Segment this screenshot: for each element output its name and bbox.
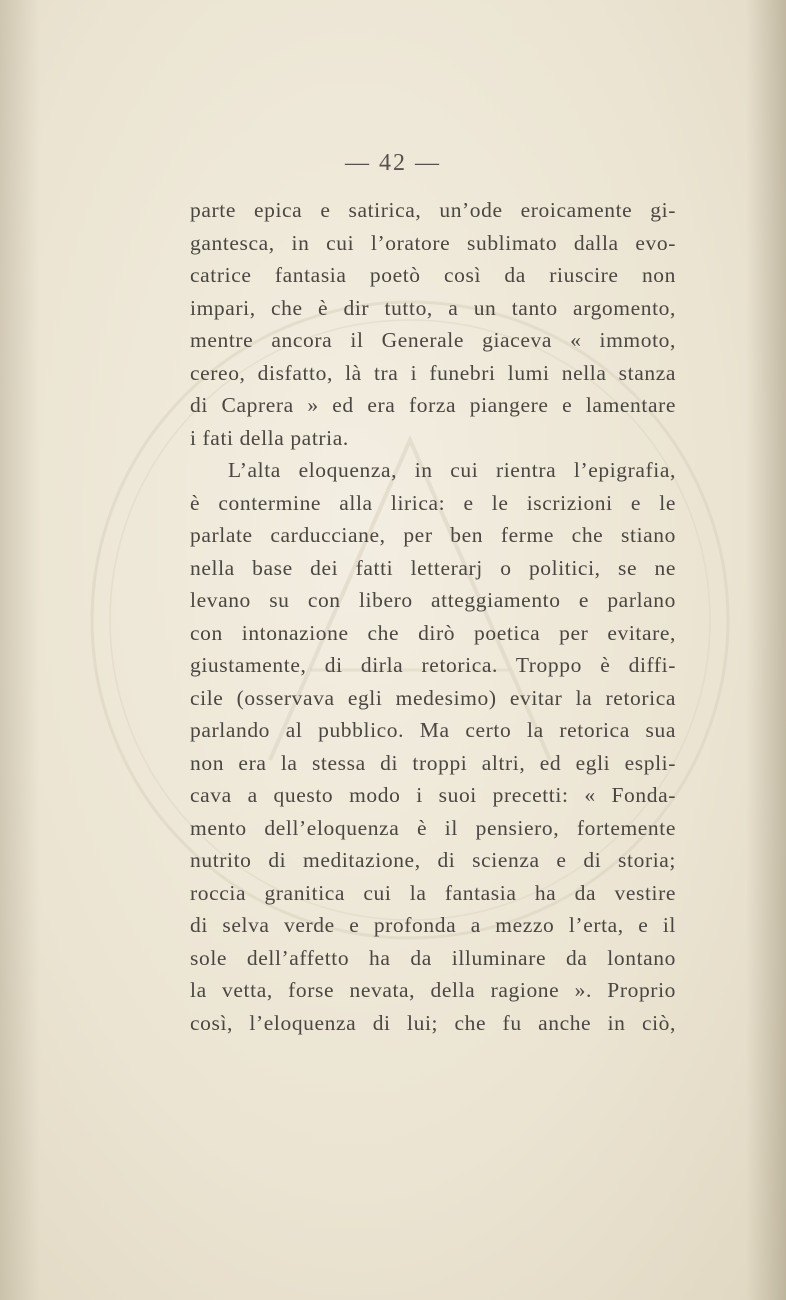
text-line: cava a questo modo i suoi precetti: « Fonda-: [190, 783, 676, 807]
page-number: — 42 —: [345, 150, 441, 176]
text-line: di Caprera » ed era forza piangere e lamentare: [190, 393, 676, 417]
text-line: è contermine alla lirica: e le iscrizioni e le: [190, 490, 676, 515]
text-line: L’alta eloquenza, in cui rientra l’epigrafia,: [228, 458, 676, 482]
text-line: cile (osservava egli medesimo) evitar la retorica: [190, 685, 676, 710]
text-line: nutrito di meditazione, di scienza e di storia;: [190, 848, 676, 872]
text-line: parte epica e satirica, un’ode eroicamente gi-: [190, 198, 676, 222]
text-line: sole dell’affetto ha da illuminare da lontano: [190, 945, 676, 970]
body-text: [190, 194, 676, 1039]
text-line: i fati della patria.: [190, 425, 349, 450]
text-line: mentre ancora il Generale giaceva « immoto,: [190, 328, 676, 352]
text-line: non era la stessa di troppi altri, ed egli espli-: [190, 750, 676, 775]
text-line: parlando al pubblico. Ma certo la retorica sua: [190, 718, 676, 742]
text-line: gantesca, in cui l’oratore sublimato dalla evo-: [190, 230, 676, 255]
text-line: giustamente, di dirla retorica. Troppo è diffi-: [190, 653, 676, 677]
text-line: la vetta, forse nevata, della ragione ». Proprio: [190, 978, 676, 1002]
text-line: così, l’eloquenza di lui; che fu anche in ciò,: [190, 1010, 676, 1035]
text-line: roccia granitica cui la fantasia ha da vestire: [190, 880, 676, 905]
left-edge-shadow: [0, 0, 40, 1300]
text-line: parlate carducciane, per ben ferme che stiano: [190, 523, 676, 547]
text-line: mento dell’eloquenza è il pensiero, fortemente: [190, 815, 676, 840]
text-line: di selva verde e profonda a mezzo l’erta, e il: [190, 913, 676, 937]
text-line: con intonazione che dirò poetica per evitare,: [190, 620, 676, 645]
right-edge-shadow: [746, 0, 786, 1300]
text-line: cereo, disfatto, là tra i funebri lumi nella stanza: [190, 360, 676, 385]
text-line: levano su con libero atteggiamento e parlano: [190, 588, 676, 612]
text-line: impari, che è dir tutto, a un tanto argomento,: [190, 295, 676, 320]
text-line: nella base dei fatti letterarj o politici, se ne: [190, 555, 676, 580]
text-line: catrice fantasia poetò così da riuscire non: [190, 263, 676, 287]
